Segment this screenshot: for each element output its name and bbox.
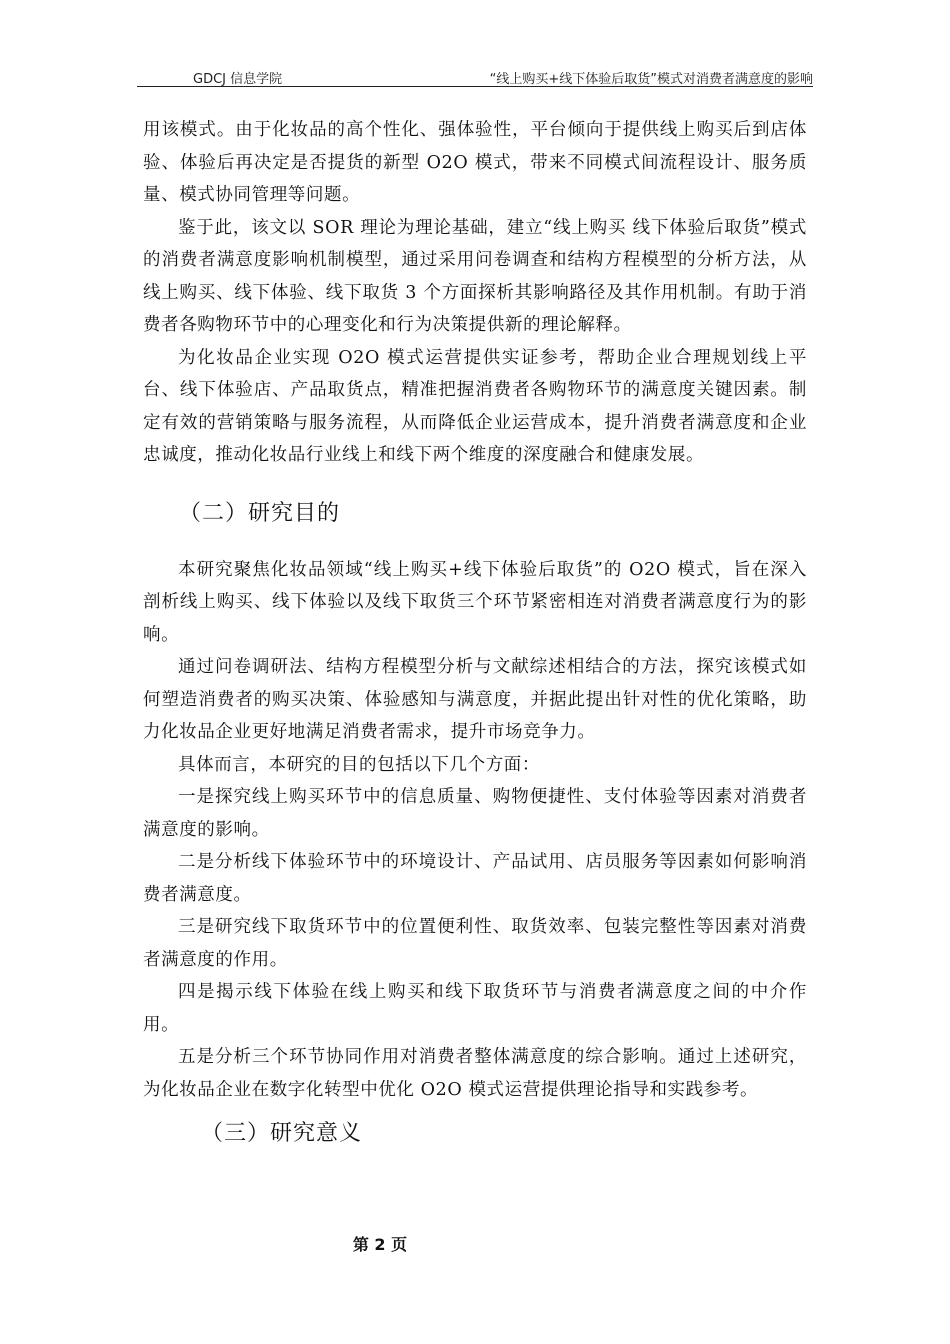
- page-number: 第 2 页: [352, 1235, 408, 1254]
- paragraph: 具体而言，本研究的目的包括以下几个方面：: [178, 754, 540, 775]
- paragraph: 三是研究线下取货环节中的位置便利性、取货效率、包装完整性等因素对消费者满意度的作用。: [143, 917, 807, 970]
- paragraph: 五是分析三个环节协同作用对消费者整体满意度的综合影响。通过上述研究，为化妆品企业在数字化转型中优化 O2O 模式运营提供理论指导和实践参考。: [143, 1047, 807, 1100]
- page-header: [137, 62, 813, 87]
- body-content: [143, 114, 807, 1150]
- section-heading-research-significance: （三）研究意义: [201, 1121, 363, 1146]
- paragraph: 一是探究线上购买环节中的信息质量、购物便捷性、支付体验等因素对消费者满意度的影响。: [143, 787, 807, 840]
- paragraph: 用该模式。由于化妆品的高个性化、强体验性，平台倾向于提供线上购买后到店体验、体验后再决定是否提货的新型 O2O 模式，带来不同模式间流程设计、服务质量、模式协同管理等问题。: [143, 120, 807, 205]
- paragraph: 二是分析线下体验环节中的环境设计、产品试用、店员服务等因素如何影响消费者满意度。: [143, 852, 807, 905]
- header-right-title: “线上购买+线下体验后取货”模式对消费者满意度的影响: [489, 72, 813, 87]
- header-left-text: GDCJ 信息学院: [193, 72, 283, 87]
- paragraph: 四是揭示线下体验在线上购买和线下取货环节与消费者满意度之间的中介作用。: [143, 982, 807, 1035]
- section-heading-research-purpose: （二）研究目的: [179, 500, 341, 526]
- paragraph: 鉴于此，该文以 SOR 理论为理论基础，建立“线上购买 线下体验后取货”模式的消费者满意度影响机制模型，通过采用问卷调查和结构方程模型的分析方法，从线上购买、线下体验、线下取货 3 个方面探析其影响路径及其作用机制。有助于消费者各购物环节中的心理变化和行为决策提供新的理论解释。: [143, 217, 807, 335]
- paragraph: 通过问卷调研法、结构方程模型分析与文献综述相结合的方法，探究该模式如何塑造消费者的购买决策、体验感知与满意度，并据此提出针对性的优化策略，助力化妆品企业更好地满足消费者需求，提升市场竞争力。: [143, 657, 807, 742]
- paragraph: 本研究聚焦化妆品领域“线上购买+线下体验后取货”的 O2O 模式，旨在深入剖析线上购买、线下体验以及线下取货三个环节紧密相连对消费者满意度行为的影响。: [143, 559, 807, 645]
- paragraph: 为化妆品企业实现 O2O 模式运营提供实证参考，帮助企业合理规划线上平台、线下体验店、产品取货点，精准把握消费者各购物环节的满意度关键因素。制定有效的营销策略与服务流程，从而降低企业运营成本，提升消费者满意度和企业忠诚度，推动化妆品行业线上和线下两个维度的深度融合和健康发展。: [143, 347, 807, 465]
